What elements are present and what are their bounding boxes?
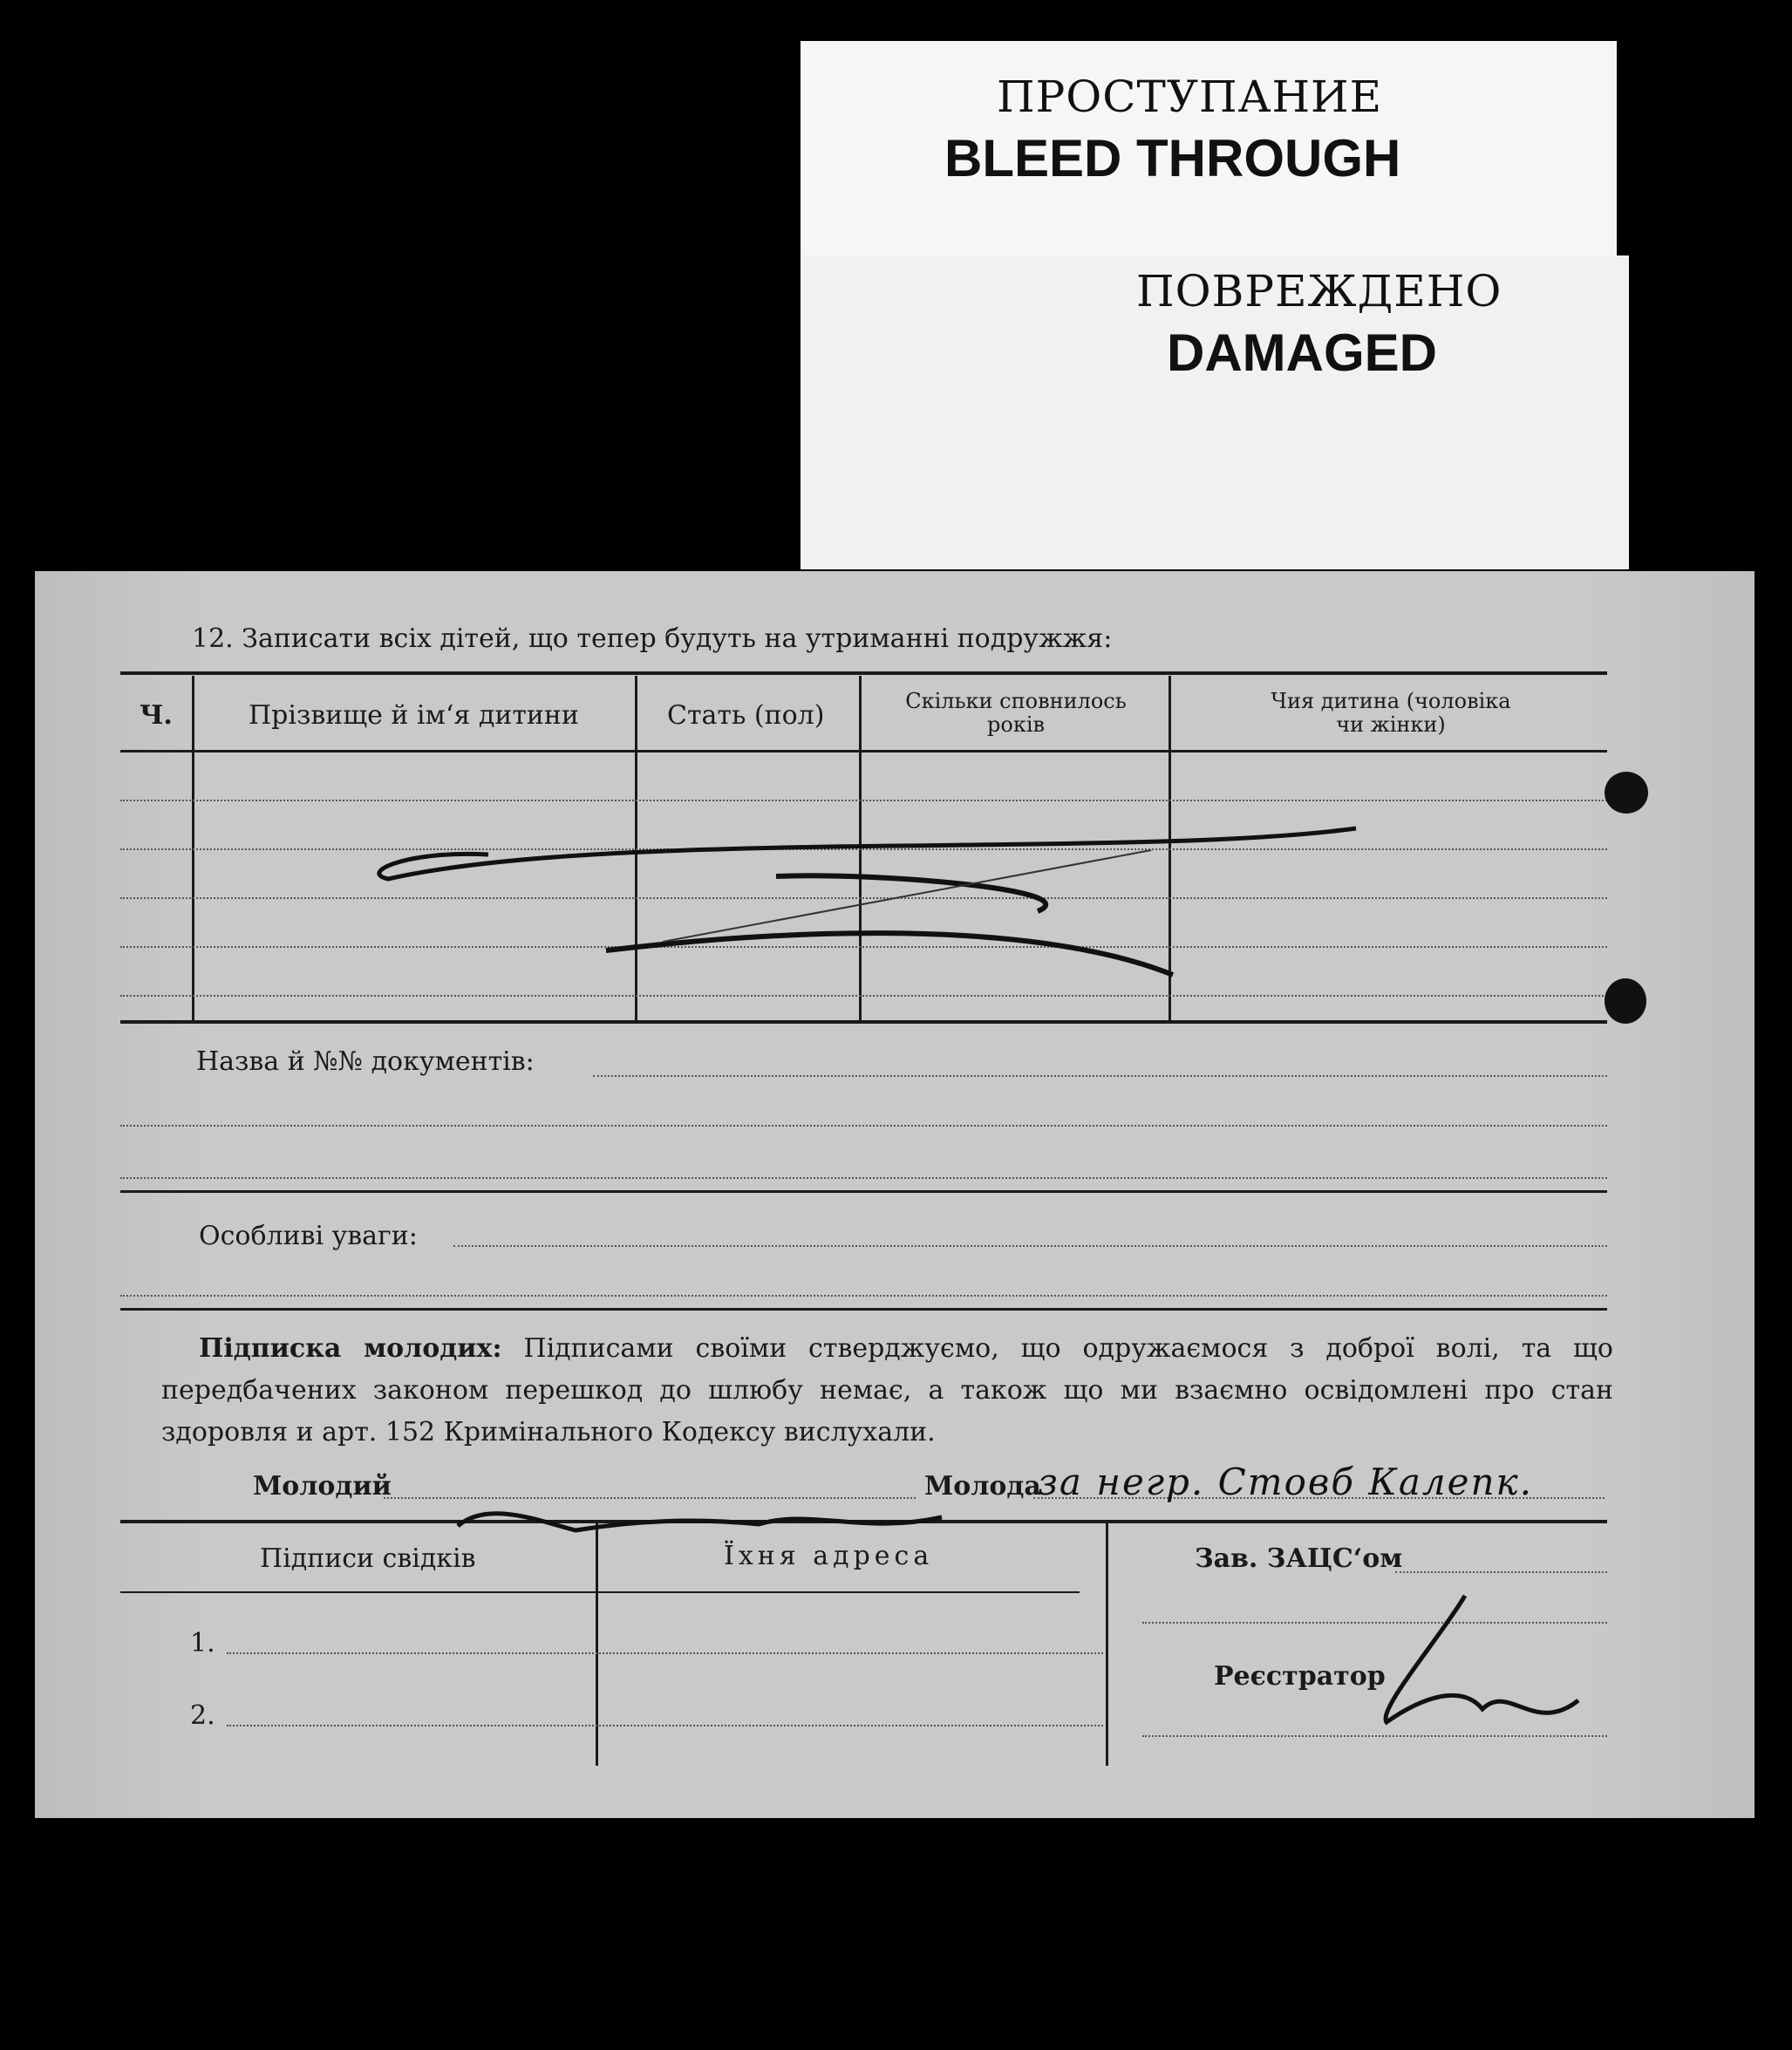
header-whose-2: чи жінки) <box>1336 712 1446 737</box>
oath-text: Підписами своїми стверджуємо, що одружаємося з доброї волі, та що передбачених законом перешкод до шлюбу немає, а також що ми взаємно освідомлені про стан здоровля и арт. 152 Кримінального Кодексу вислухали. <box>161 1333 1613 1447</box>
cross-stroke <box>663 850 1151 942</box>
registrar-label: Реєстратор <box>1214 1661 1386 1692</box>
bride-handwritten-note: за негр. Стовб Калепк. <box>1038 1461 1533 1503</box>
section-12-title: 12. Записати всіх дітей, що тепер будуть на утриманні подружжя: <box>192 623 1113 654</box>
address-header: Їхня адреса <box>724 1541 934 1571</box>
bleed-through-ru: ПРОСТУПАНИЕ <box>997 72 1383 122</box>
strike-stroke-lower <box>606 933 1173 975</box>
groom-signature <box>458 1514 942 1530</box>
strike-stroke-upper <box>379 828 1356 879</box>
header-age-1: Скільки сповнилось <box>905 689 1127 713</box>
damaged-ru: ПОВРЕЖДЕНО <box>1136 266 1502 317</box>
strike-stroke-middle <box>776 875 1046 911</box>
head-label: Зав. ЗАЦС‘ом <box>1195 1543 1403 1574</box>
witness-1-label: 1. <box>190 1628 215 1658</box>
bleed-through-en: BLEED THROUGH <box>944 129 1401 187</box>
header-child-name: Прізвище й ім‘я дитини <box>249 700 579 731</box>
witness-header: Підписи свідків <box>260 1543 476 1574</box>
oath-label: Підписка молодих: <box>199 1333 502 1364</box>
registrar-signature <box>1386 1596 1578 1722</box>
witness-2-label: 2. <box>190 1700 215 1731</box>
header-age-2: років <box>987 712 1045 737</box>
header-num: Ч. <box>140 700 173 731</box>
notes-label: Особливі уваги: <box>199 1221 418 1251</box>
groom-label: Молодий <box>253 1471 392 1502</box>
damaged-en: DAMAGED <box>1167 324 1437 382</box>
documents-label: Назва й №№ документів: <box>196 1046 535 1077</box>
bride-label: Молода <box>924 1471 1041 1502</box>
header-sex: Стать (пол) <box>667 700 825 731</box>
header-whose-1: Чия дитина (чоловіка <box>1271 689 1511 713</box>
